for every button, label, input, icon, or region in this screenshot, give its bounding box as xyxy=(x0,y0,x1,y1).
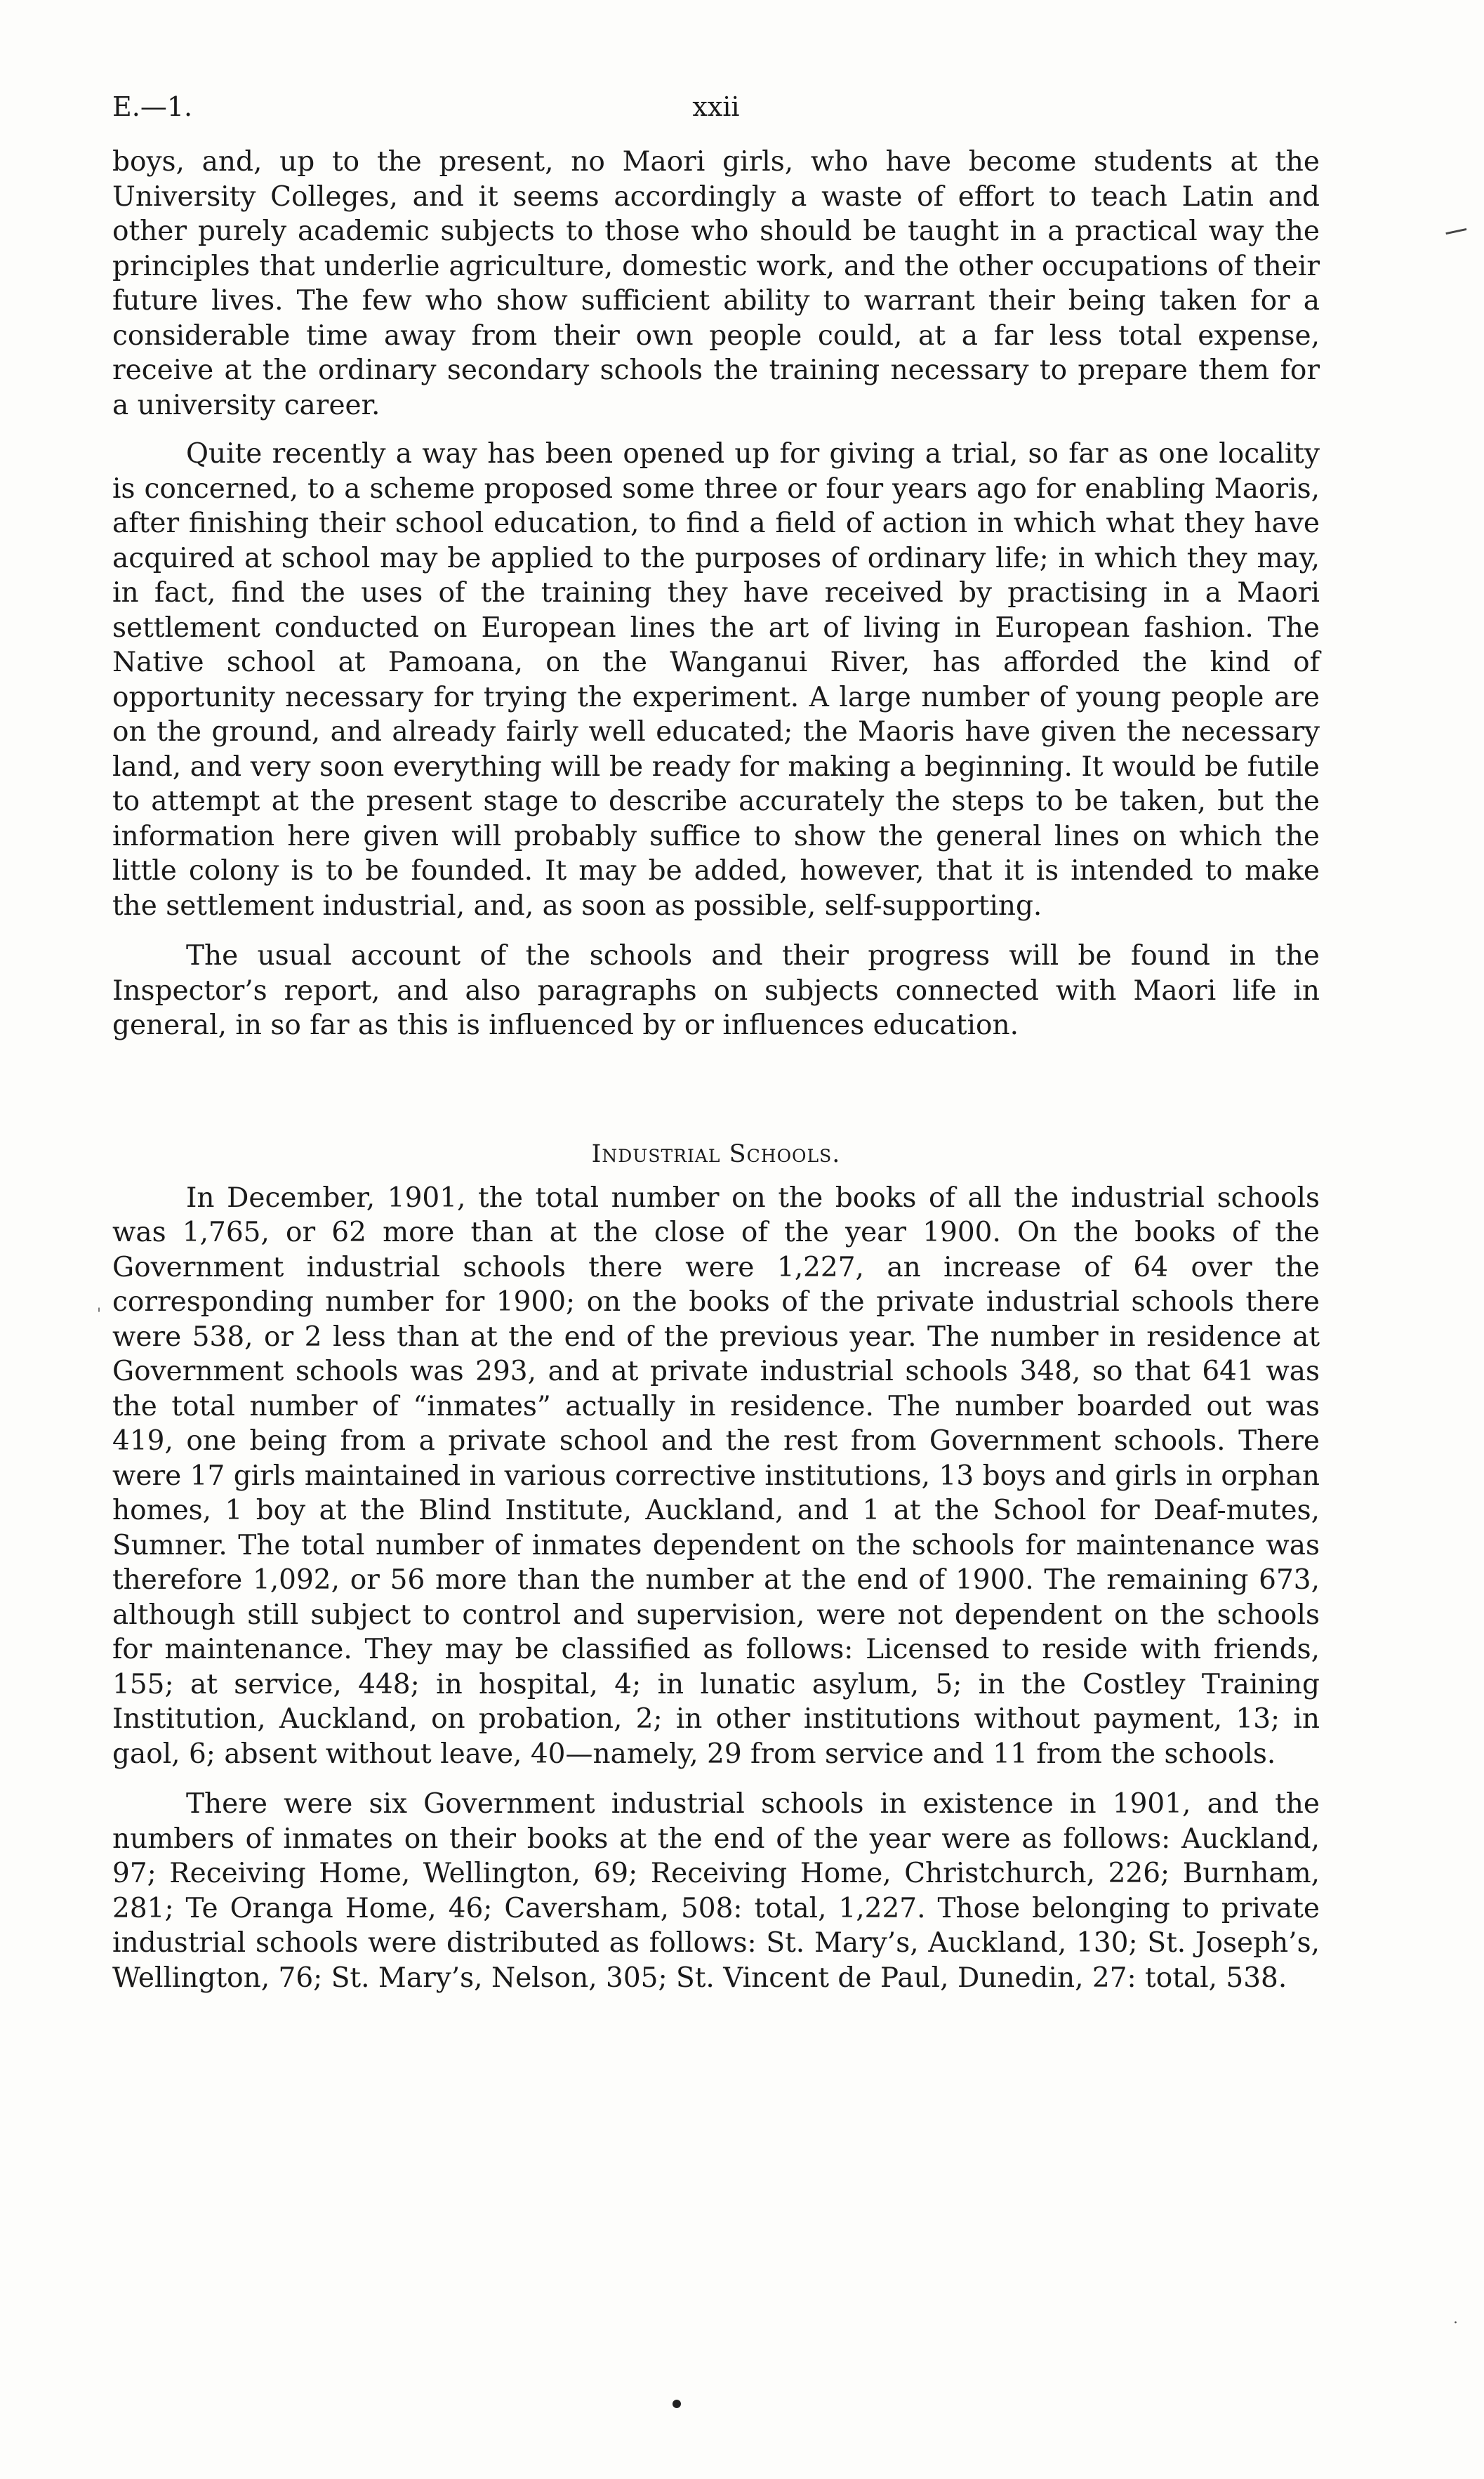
margin-pen-mark xyxy=(1445,228,1467,239)
paragraph-maori-education: boys, and, up to the present, no Maori girls, who have become students at the University Colleges, and it seems accordingly a waste of effort to teach Latin and other purely academic subjects to those who should be taught in a practical way the principles that underlie agriculture, domestic work, and the other occupations of their future lives. The few who show sufficient ability to warrant their being taken for a considerable time away from their own people could, at a far less total expense, receive at the ordinary secondary schools the training necessary to prepare them for a university career. xyxy=(112,146,1320,421)
scan-speck-left: ' xyxy=(97,1306,102,1323)
paragraph-industrial-schools-totals: In December, 1901, the total number on the books of all the industrial schools was 1,765, or 62 more than at the close of the year 1900. On the books of the Government industrial schools there were 1,227, an increase of 64 over the corresponding number for 1900; on the books of the private industrial schools there were 538, or 2 less than at the end of the previous year. The number in residence at Government schools was 293, and at private industrial schools 348, so that 641 was the total number of “inmates” actually in residence. The number boarded out was 419, one being from a private school and the rest from Government schools. There were 17 girls maintained in various corrective institutions, 13 boys and girls in orphan homes, 1 boy at the Blind Institute, Auckland, and 1 at the School for Deaf-mutes, Sumner. The total number of inmates dependent on the schools for maintenance was therefore 1,092, or 56 more than the number at the end of 1900. The remaining 673, although still subject to control and supervision, were not dependent on the schools for maintenance. They may be classified as follows: Licensed to reside with friends, 155; at service, 448; in hospital, 4; in lunatic asylum, 5; in the Costley Training Institution, Auckland, on probation, 2; in other institutions without payment, 13; in gaol, 6; absent without leave, 40—namely, 29 from service and 11 from the schools. xyxy=(112,1182,1320,1770)
document-reference: E.—1. xyxy=(112,91,193,122)
page-number: xxii xyxy=(692,91,740,122)
page-header xyxy=(112,91,1320,140)
scan-speck-right: . xyxy=(1453,2310,1458,2327)
paragraph-government-schools-list: There were six Government industrial schools in existence in 1901, and the numbers of inmates on their books at the end of the year were as follows: Auckland, 97; Receiving Home, Wellington, 69; Receiving Home, Christchurch, 226; Burnham, 281; Te Oranga Home, 46; Caversham, 508: total, 1,227. Those belonging to private industrial schools were distributed as follows: St. Mary’s, Auckland, 130; St. Joseph’s, Wellington, 76; St. Mary’s, Nelson, 305; St. Vincent de Paul, Dunedin, 27: total, 538. xyxy=(112,1788,1320,1994)
bottom-ink-dot xyxy=(673,2400,681,2408)
section-heading-industrial-schools: Industrial Schools. xyxy=(591,1139,841,1168)
paragraph-inspector-report: The usual account of the schools and their progress will be found in the Inspector’s report, and also paragraphs on subjects connected with Maori life in general, in so far as this is influenced by or influences education. xyxy=(112,940,1320,1041)
document-page xyxy=(112,91,1320,1995)
paragraph-pamoana-settlement: Quite recently a way has been opened up for giving a trial, so far as one locality is concerned, to a scheme proposed some three or four years ago for enabling Maoris, after finishing their school education, to find a field of action in which what they have acquired at school may be applied to the purposes of ordinary life; in which they may, in fact, find the uses of the training they have received by practising in a Maori settlement conducted on European lines the art of living in European fashion. The Native school at Pamoana, on the Wanganui River, has afforded the kind of opportunity necessary for trying the experiment. A large number of young people are on the ground, and already fairly well educated; the Maoris have given the necessary land, and very soon everything will be ready for making a beginning. It would be futile to attempt at the present stage to describe accurately the steps to be taken, but the information here given will probably suffice to show the general lines on which the little colony is to be founded. It may be added, however, that it is intended to make the settlement industrial, and, as soon as possible, self-supporting. xyxy=(112,438,1320,922)
